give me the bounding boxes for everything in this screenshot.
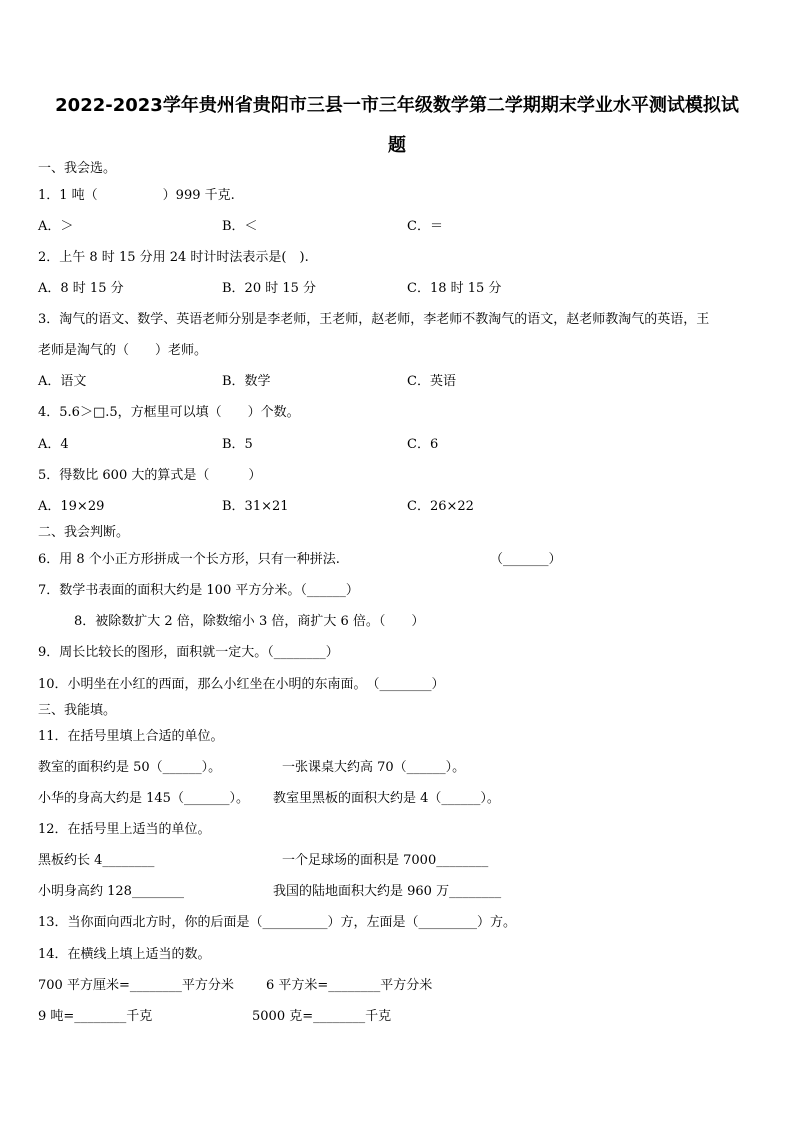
q11-item-3: 小华的身高大约是 145（_______）。 (38, 791, 249, 806)
page-title (30, 86, 764, 166)
q1-option-c: C．＝ (407, 219, 443, 234)
q4-option-b: B．5 (222, 437, 253, 452)
q6-answer-blank[interactable]: （_______） (490, 552, 562, 567)
q14-item-3: 9 吨=________千克 (38, 1009, 153, 1024)
question-4: 4．5.6＞□.5，方框里可以填（ ）个数。 (38, 405, 300, 420)
q3-option-b: B．数学 (222, 374, 271, 389)
question-3-line-2: 老师是淘气的（ ）老师。 (38, 343, 208, 358)
q12-item-1: 黑板约长 4________ (38, 853, 155, 868)
q12-item-3: 小明身高约 128________ (38, 884, 184, 899)
question-14: 14．在横线上填上适当的数。 (38, 947, 211, 962)
question-7: 7．数学书表面的面积大约是 100 平方分米。（______） (38, 583, 359, 598)
title-line-1: 2022-2023学年贵州省贵阳市三县一市三年级数学第二学期期末学业水平测试模拟试 (55, 95, 739, 116)
question-10: 10．小明坐在小红的西面，那么小红坐在小明的东南面。 （________） (38, 677, 445, 692)
q14-item-1: 700 平方厘米=________平方分米 (38, 978, 234, 993)
section-heading-fill: 三、我能填。 (38, 703, 117, 718)
q1-option-b: B．＜ (222, 219, 258, 234)
q4-option-a: A．4 (38, 437, 69, 452)
question-11: 11．在括号里填上合适的单位。 (38, 729, 224, 744)
q11-item-2: 一张课桌大约高 70（______）。 (282, 760, 466, 775)
title-line-2: 题 (388, 135, 406, 156)
question-13: 13．当你面向西北方时，你的后面是（__________）方，左面是（_________）方。 (38, 915, 517, 930)
q11-item-1: 教室的面积约是 50（______）。 (38, 760, 222, 775)
q12-item-4: 我国的陆地面积大约是 960 万________ (273, 884, 502, 899)
question-1: 1．1 吨（ ）999 千克. (38, 188, 235, 203)
q1-option-a: A．＞ (38, 219, 74, 234)
question-9: 9．周长比较长的图形，面积就一定大。（________） (38, 645, 339, 660)
q5-option-a: A．19×29 (38, 499, 105, 514)
question-12: 12．在括号里上适当的单位。 (38, 822, 211, 837)
q12-item-2: 一个足球场的面积是 7000________ (282, 853, 489, 868)
question-3-line-1: 3．淘气的语文、数学、英语老师分别是李老师，王老师，赵老师，李老师不教淘气的语文，赵老师教淘气的英语，王 (38, 312, 710, 327)
q3-option-c: C．英语 (407, 374, 456, 389)
q3-option-a: A．语文 (38, 374, 87, 389)
q5-option-b: B．31×21 (222, 499, 289, 514)
q11-item-4: 教室里黑板的面积大约是 4（______）。 (273, 791, 500, 806)
q5-option-c: C．26×22 (407, 499, 474, 514)
question-5: 5．得数比 600 大的算式是（ ） (38, 468, 262, 483)
section-heading-choice: 一、我会选。 (38, 161, 117, 176)
question-6: 6．用 8 个小正方形拼成一个长方形，只有一种拼法. (38, 552, 340, 567)
q2-option-a: A．8 时 15 分 (38, 281, 124, 296)
q2-option-c: C．18 时 15 分 (407, 281, 502, 296)
q14-item-4: 5000 克=________千克 (252, 1009, 392, 1024)
q14-item-2: 6 平方米=________平方分米 (266, 978, 433, 993)
question-8: 8．被除数扩大 2 倍，除数缩小 3 倍，商扩大 6 倍。（ ） (74, 614, 425, 629)
section-heading-judge: 二、我会判断。 (38, 525, 130, 540)
question-2: 2．上午 8 时 15 分用 24 时计时法表示是( ). (38, 250, 309, 265)
q2-option-b: B．20 时 15 分 (222, 281, 317, 296)
q4-option-c: C．6 (407, 437, 439, 452)
